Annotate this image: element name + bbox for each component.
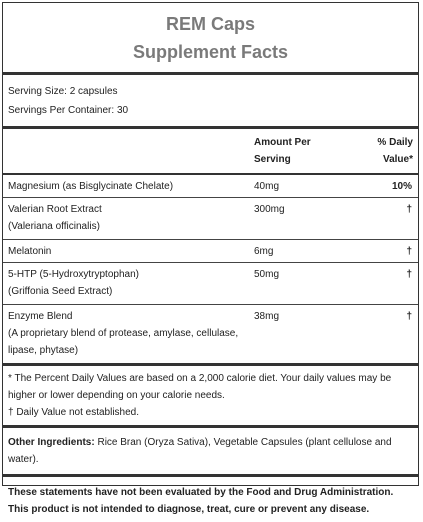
ingredient-daily-value: † <box>406 204 412 215</box>
dv-header-line2: Value* <box>382 154 413 165</box>
ingredient-name: Magnesium (as Bisglycinate Chelate) <box>8 181 174 192</box>
disclaimer-line1: These statements have not been evaluated by the Food and Drug Administration. <box>8 487 394 498</box>
table-row <box>3 175 418 197</box>
other-ingredients-text: Rice Bran (Oryza Sativa), Vegetable Capsules (plant cellulose and water). <box>8 437 392 465</box>
fda-disclaimer <box>3 477 418 522</box>
other-ingredients-label: Other Ingredients: <box>8 437 95 448</box>
ingredient-daily-value: † <box>406 311 412 322</box>
amount-per-serving-header <box>254 134 334 168</box>
ingredient-amount: 6mg <box>254 246 274 257</box>
ingredient-amount: 300mg <box>254 204 285 215</box>
ingredient-daily-value: † <box>406 246 412 257</box>
ingredient-amount: 38mg <box>254 311 280 322</box>
ingredient-name: 5-HTP (5-Hydroxytryptophan) <box>8 269 139 280</box>
ingredient-name: Valerian Root Extract <box>8 204 102 215</box>
ingredient-name-block <box>8 266 248 300</box>
serving-size: Serving Size: 2 capsules <box>8 86 118 97</box>
table-row <box>3 198 418 239</box>
servings-per-container: Servings Per Container: 30 <box>8 105 129 116</box>
serving-info <box>3 75 418 126</box>
supplement-facts-panel <box>2 2 419 515</box>
percent-daily-value-footnote: * The Percent Daily Values are based on a 2,000 calorie diet. Your daily values may be higher or lower depending on your calorie needs. <box>8 373 392 401</box>
disclaimer-line2: This product is not intended to diagnose, treat, cure or prevent any disease. <box>8 504 370 515</box>
ingredient-name: Enzyme Blend <box>8 311 73 322</box>
daily-value-header <box>377 134 413 168</box>
other-ingredients <box>3 428 418 474</box>
ingredient-daily-value: 10% <box>391 181 412 192</box>
ingredient-source: (A proprietary blend of protease, amylase, cellulase, lipase, phytase) <box>8 328 239 356</box>
ingredient-amount: 40mg <box>254 181 280 192</box>
dv-header-line1: % Daily <box>377 137 413 148</box>
product-name: REM Caps <box>165 14 255 34</box>
supplement-facts-title: Supplement Facts <box>132 42 289 62</box>
amount-header-line2: Serving <box>254 154 291 165</box>
table-row <box>3 240 418 262</box>
ingredient-amount: 50mg <box>254 269 280 280</box>
footnotes <box>3 366 418 425</box>
amount-header-line1: Amount Per <box>254 137 311 148</box>
ingredient-source: (Griffonia Seed Extract) <box>8 286 113 297</box>
dv-not-established-footnote: † Daily Value not established. <box>8 407 140 418</box>
ingredient-name: Melatonin <box>8 246 52 257</box>
ingredient-daily-value: † <box>406 269 412 280</box>
panel-titles <box>3 3 418 65</box>
ingredient-name-block <box>8 201 248 235</box>
table-header <box>3 129 418 173</box>
ingredient-name-block <box>8 308 248 359</box>
table-row <box>3 263 418 304</box>
table-row <box>3 305 418 363</box>
ingredient-source: (Valeriana officinalis) <box>8 221 100 232</box>
